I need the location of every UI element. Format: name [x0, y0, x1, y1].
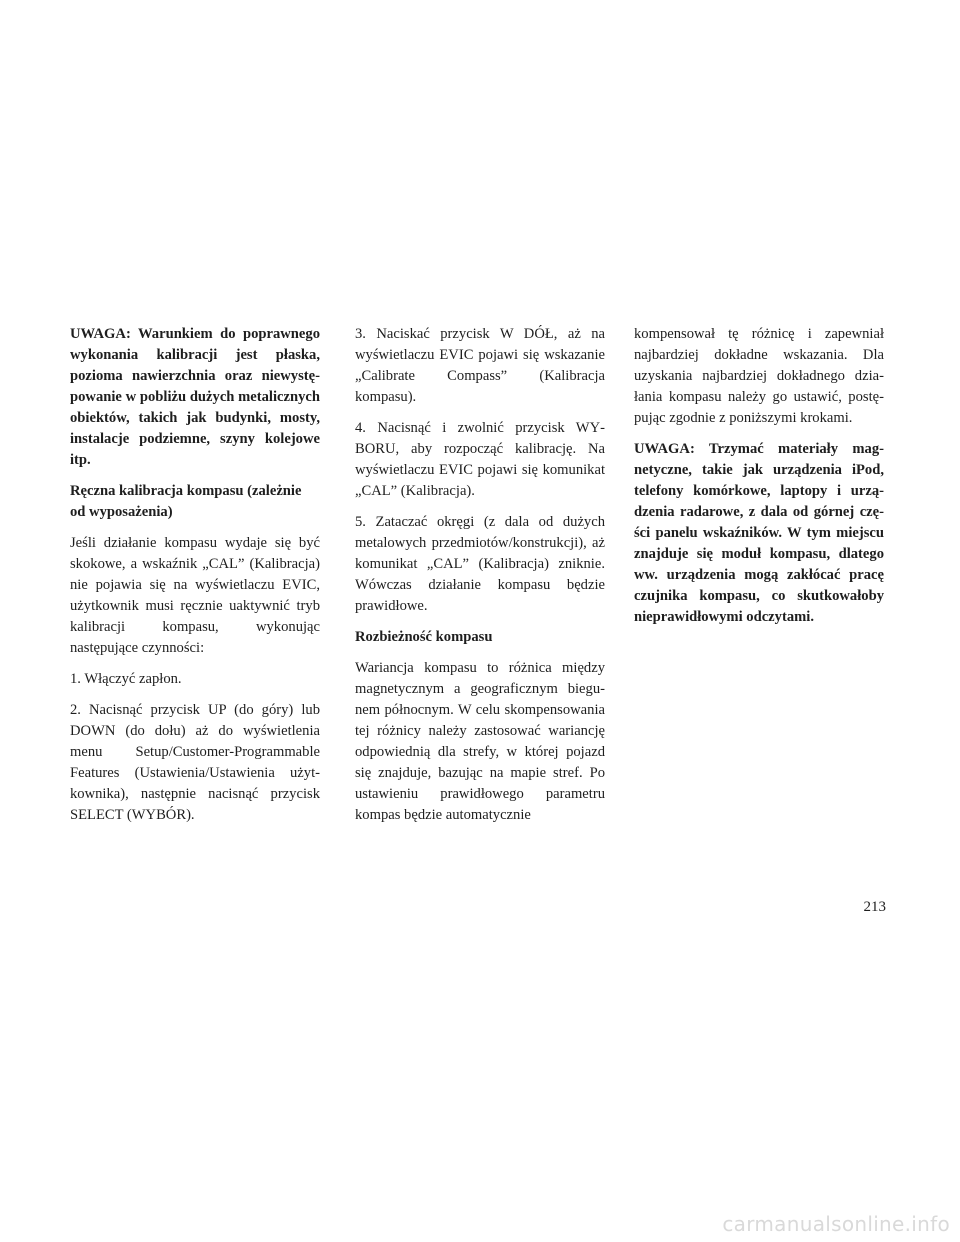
section-heading-compass-variance: Rozbieżność kompasu — [355, 629, 493, 645]
step-1: 1. Włączyć zapłon. — [70, 671, 182, 687]
step-2: 2. Nacisnąć przycisk UP (do góry) lub DOWN (do dołu) aż do wyświetlenia menu Setup/Customer-Programmable Features (Ustawienia/Ustawienia użytkownika), następnie nacisnąć przycisk SELECT (WYBÓR). — [70, 702, 320, 823]
body-paragraph: Jeśli działanie kompasu wydaje się być skokowe, a wskaźnik „CAL” (Kalibracja) nie pojawia się na wyświetlaczu EVIC, użytkownik musi ręcznie uaktywnić tryb kalibracji kompasu, wykonując następujące czynności: — [70, 535, 320, 656]
text-column-3 — [634, 324, 884, 638]
text-column-1 — [70, 324, 320, 836]
watermark: carmanualsonline.info — [722, 1212, 950, 1236]
step-4: 4. Nacisnąć i zwolnić przycisk WYBORU, aby rozpocząć kalibrację. Na wyświetlaczu EVIC pojawi się komunikat „CAL” (Kalibracja). — [355, 420, 605, 499]
warning-paragraph: UWAGA: Warunkiem do poprawnego wykonania kalibracji jest płaska, pozioma nawierzchnia oraz niewystępowanie w pobliżu dużych metalicznych obiektów, takich jak budynki, mosty, instalacje podziemne, szyny kolejowe itp. — [70, 326, 320, 468]
section-heading-manual-calibration: Ręczna kalibracja kompasu (zależnie od wyposażenia) — [70, 483, 302, 520]
body-paragraph: Wariancja kompasu to różnica między magnetycznym a geograficznym biegunem północnym. W celu skompensowania tej różnicy należy zastosować wariancję odpowiednią dla strefy, w której pojazd się znajduje, bazując na mapie stref. Po ustawieniu prawidłowego parametru kompas będzie automatycznie — [355, 660, 605, 823]
warning-paragraph: UWAGA: Trzymać materiały magnetyczne, takie jak urządzenia iPod, telefony komórkowe, laptopy i urządzenia radarowe, z dala od górnej części panelu wskaźników. W tym miejscu znajduje się moduł kompasu, dlatego ww. urządzenia mogą zakłócać pracę czujnika kompasu, co skutkowałoby nieprawidłowymi odczytami. — [634, 441, 884, 625]
page-number: 213 — [863, 899, 886, 915]
body-paragraph: kompensował tę różnicę i zapewniał najbardziej dokładne wskazania. Dla uzyskania najbardziej dokładnego działania kompasu należy go ustawić, postępując zgodnie z poniższymi krokami. — [634, 326, 884, 426]
text-column-2 — [355, 324, 605, 836]
step-5: 5. Zataczać okręgi (z dala od dużych metalowych przedmiotów/konstrukcji), aż komunikat „CAL” (Kalibracja) zniknie. Wówczas działanie kompasu będzie prawidłowe. — [355, 514, 605, 614]
step-3: 3. Naciskać przycisk W DÓŁ, aż na wyświetlaczu EVIC pojawi się wskazanie „Calibrate Compass” (Kalibracja kompasu). — [355, 326, 605, 405]
